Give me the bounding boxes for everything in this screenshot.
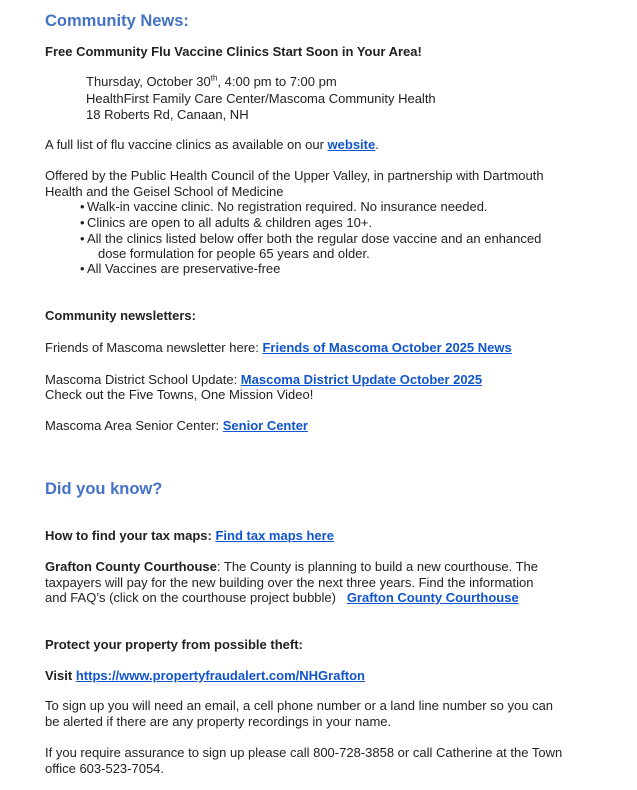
bullet-item: • Clinics are open to all adults & children ages 10+.: [80, 215, 373, 230]
assurance-line-1: If you require assurance to sign up please call 800-728-3858 or call Catherine at the Town: [45, 745, 563, 760]
courthouse-link[interactable]: Grafton County Courthouse: [346, 590, 519, 605]
assurance-line-2: office 603-523-7054.: [45, 761, 165, 776]
visit-line: [45, 668, 365, 684]
bullet-item-continuation: dose formulation for people 65 years and older.: [98, 246, 370, 261]
friends-newsletter-link[interactable]: Friends of Mascoma October 2025 News: [262, 340, 512, 355]
tax-maps-label: How to find your tax maps:: [45, 528, 216, 543]
tax-maps-link[interactable]: Find tax maps here: [215, 528, 334, 543]
friends-newsletter-line: [45, 340, 512, 356]
senior-text: Mascoma Area Senior Center:: [45, 418, 223, 433]
newsletters-heading: Community newsletters:: [45, 308, 196, 323]
offered-by-line-1: Offered by the Public Health Council of the Upper Valley, in partnership with Dartmouth: [45, 168, 544, 183]
courthouse-text-3: and FAQ’s (click on the courthouse project bubble): [45, 590, 347, 605]
senior-center-link[interactable]: Senior Center: [222, 418, 308, 433]
courthouse-line-3: [45, 590, 519, 606]
offered-by-line-2: Health and the Geisel School of Medicine: [45, 184, 284, 199]
community-news-heading: Community News:: [45, 12, 189, 30]
senior-center-line: [45, 418, 308, 434]
school-update-line: [45, 372, 482, 388]
event-address: 18 Roberts Rd, Canaan, NH: [86, 107, 249, 122]
event-date: [86, 74, 337, 90]
clinic-list-end: .: [375, 137, 379, 152]
property-fraud-alert-link[interactable]: https://www.propertyfraudalert.com/NHGrafton: [75, 668, 365, 683]
bullet-item: • All Vaccines are preservative-free: [80, 261, 281, 276]
clinic-list-text: A full list of flu vaccine clinics as available on our: [45, 137, 328, 152]
did-you-know-heading: Did you know?: [45, 480, 163, 498]
courthouse-line-2: taxpayers will pay for the new building over the next three years. Find the information: [45, 575, 534, 590]
school-text: Mascoma District School Update:: [45, 372, 241, 387]
bullet-text: Clinics are open to all adults & children ages 10+.: [87, 215, 373, 230]
bullet-item: • Walk-in vaccine clinic. No registration required. No insurance needed.: [80, 199, 488, 214]
event-day-suffix: th: [210, 73, 218, 83]
clinic-list-line: [45, 137, 379, 153]
signup-line-2: be alerted if there are any property recordings in your name.: [45, 714, 392, 729]
bullet-text: Walk-in vaccine clinic. No registration required. No insurance needed.: [87, 199, 488, 214]
website-link[interactable]: website: [327, 137, 376, 152]
visit-label: Visit: [45, 668, 76, 683]
five-towns-line: Check out the Five Towns, One Mission Video!: [45, 387, 314, 402]
signup-line-1: To sign up you will need an email, a cell phone number or a land line number so you can: [45, 698, 554, 713]
tax-maps-line: [45, 528, 334, 544]
protect-property-heading: Protect your property from possible theft:: [45, 637, 303, 652]
courthouse-line-1: [45, 559, 538, 575]
school-update-link[interactable]: Mascoma District Update October 2025: [240, 372, 483, 387]
bullet-item: • All the clinics listed below offer both the regular dose vaccine and an enhanced: [80, 231, 542, 246]
event-place: HealthFirst Family Care Center/Mascoma Community Health: [86, 91, 436, 106]
event-time: , 4:00 pm to 7:00 pm: [217, 74, 337, 89]
courthouse-text-1: : The County is planning to build a new courthouse. The: [216, 559, 539, 574]
event-day: Thursday, October 30: [86, 74, 211, 89]
bullet-text: All Vaccines are preservative-free: [87, 261, 281, 276]
friends-text: Friends of Mascoma newsletter here:: [45, 340, 263, 355]
bullet-text: All the clinics listed below offer both the regular dose vaccine and an enhanced: [87, 231, 542, 246]
flu-clinic-title: Free Community Flu Vaccine Clinics Start Soon in Your Area!: [45, 44, 422, 59]
courthouse-label: Grafton County Courthouse: [45, 559, 217, 574]
